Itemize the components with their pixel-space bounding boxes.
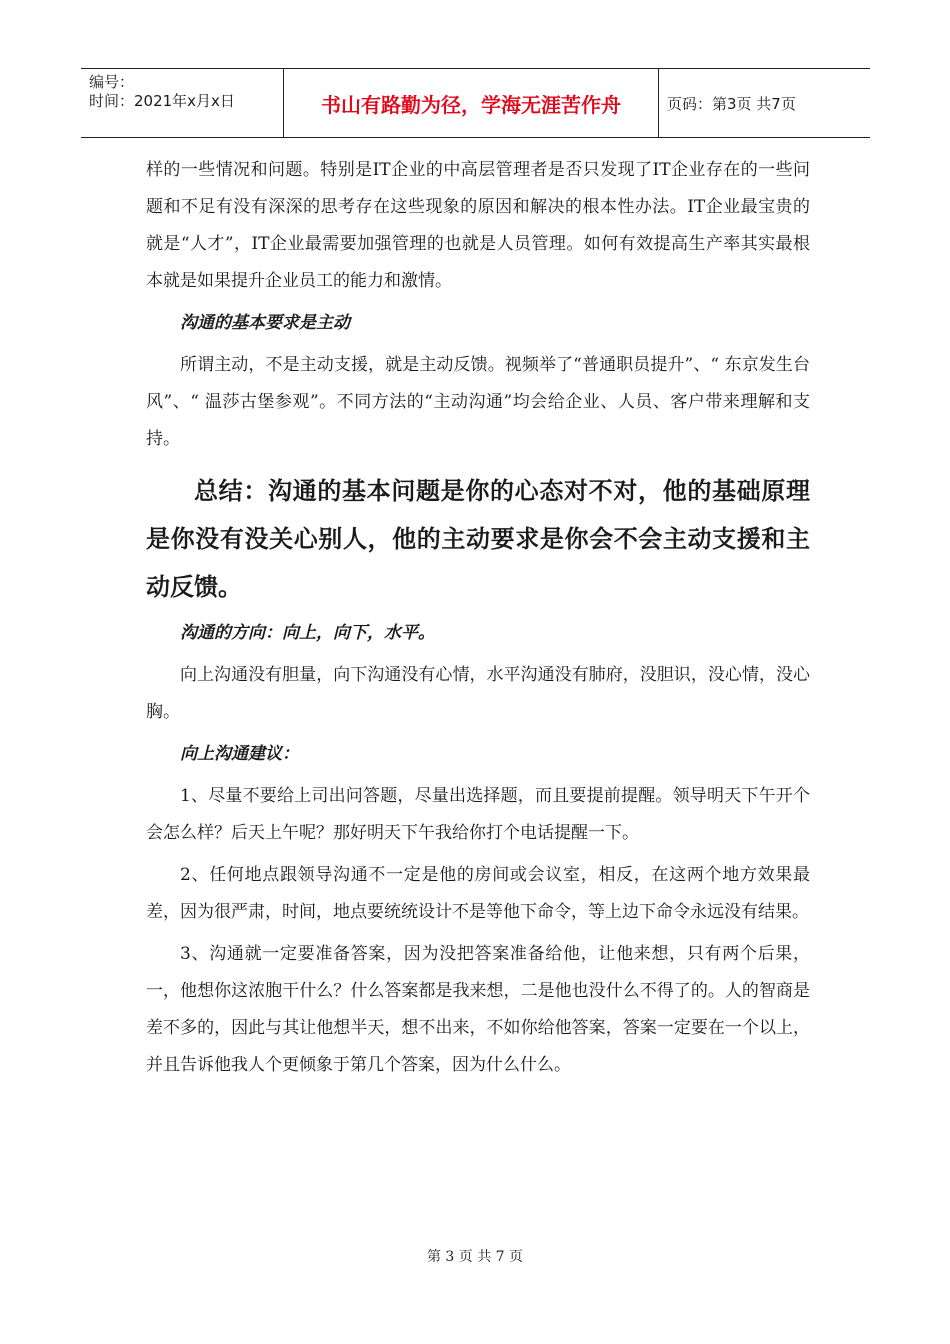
header-meta [81, 69, 283, 137]
header-motto: 书山有路勤为径，学海无涯苦作舟 [283, 69, 659, 137]
document-body [146, 152, 810, 1084]
header-page-info: 页码：第3页 共7页 [667, 94, 796, 113]
subheading-active-communication: 沟通的基本要求是主动 [180, 313, 350, 333]
paragraph-active: 所谓主动，不是主动支援，就是主动反馈。视频举了“普通职员提升”、“ 东京发生台风”、“ 温莎古堡参观”。不同方法的“主动沟通”均会给企业、人员、客户带来理解和支持。 [146, 355, 810, 449]
list-item-1: 1、尽量不要给上司出问答题，尽量出选择题，而且要提前提醒。领导明天下午开个会怎么样？后天上午呢？那好明天下午我给你打个电话提醒一下。 [146, 786, 810, 843]
document-header [81, 68, 870, 138]
time-label: 时间：2021年x月x日 [89, 92, 235, 110]
number-label: 编号： [89, 73, 135, 91]
subheading-directions: 沟通的方向：向上，向下，水平。 [180, 623, 435, 643]
paragraph-continued: 样的一些情况和问题。特别是IT企业的中高层管理者是否只发现了IT企业存在的一些问题和不足有没有深深的思考存在这些现象的原因和解决的根本性办法。IT企业最宝贵的就是“人才”，IT企业最需要加强管理的也就是人员管理。如何有效提高生产率其实最根本就是如果提升企业员工的能力和激情。 [146, 160, 810, 291]
list-item-3: 3、沟通就一定要准备答案，因为没把答案准备给他，让他来想，只有两个后果，一，他想你这浓胞干什么？什么答案都是我来想，二是他也没什么不得了的。人的智商是差不多的，因此与其让他想半天，想不出来，不如你给他答案，答案一定要在一个以上，并且告诉他我人个更倾象于第几个答案，因为什么什么。 [146, 944, 810, 1075]
list-item-2: 2、任何地点跟领导沟通不一定是他的房间或会议室，相反，在这两个地方效果最差，因为很严肃，时间，地点要统统设计不是等他下命令，等上边下命令永远没有结果。 [146, 865, 810, 922]
paragraph-directions: 向上沟通没有胆量，向下沟通没有心情，水平沟通没有肺府，没胆识，没心情，没心胸。 [146, 665, 810, 722]
summary-paragraph: 总结：沟通的基本问题是你的心态对不对，他的基础原理是你没有没关心别人，他的主动要求是你会不会主动支援和主动反馈。 [146, 476, 810, 601]
page-footer: 第 3 页 共 7 页 [426, 1249, 524, 1265]
subheading-upward-advice: 向上沟通建议： [180, 744, 299, 764]
